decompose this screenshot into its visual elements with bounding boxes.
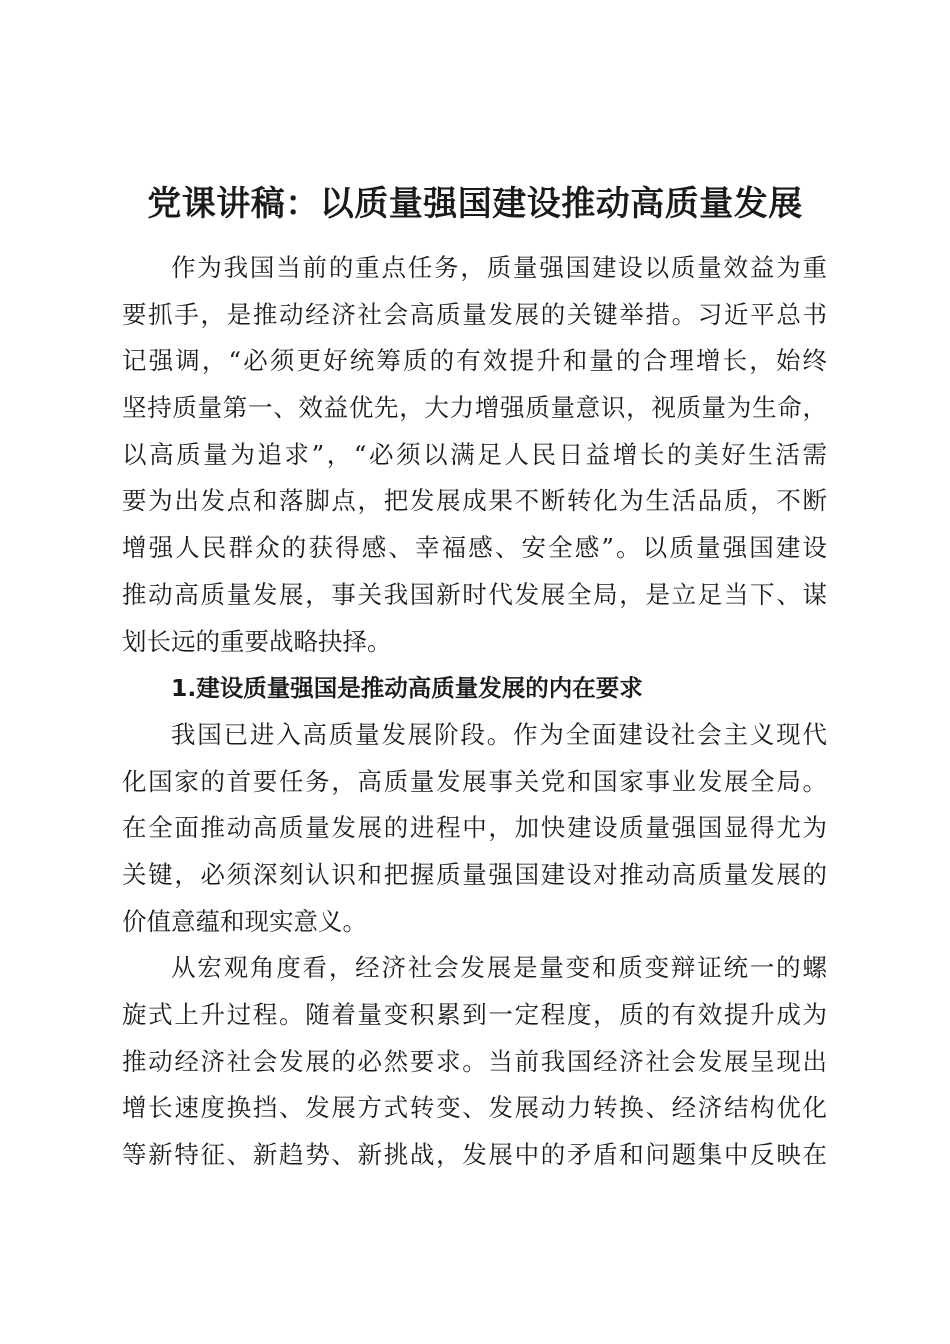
document-body (122, 245, 827, 1179)
document-title: 党课讲稿：以质量强国建设推动高质量发展 (147, 184, 803, 224)
text-line: 旋式上升过程。随着量变积累到一定程度，质的有效提升成为 (122, 1000, 827, 1029)
paragraph-intro (122, 245, 827, 665)
text-line: 增长速度换挡、发展方式转变、发展动力转换、经济结构优化 (122, 1093, 827, 1123)
section-heading: 1.建设质量强国是推动高质量发展的内在要求 (171, 674, 643, 703)
text-line: 我国已进入高质量发展阶段。作为全面建设社会主义现代 (171, 719, 827, 749)
paragraph (122, 712, 827, 945)
text-line: 增强人民群众的获得感、幸福感、安全感”。以质量强国建设 (122, 533, 827, 563)
text-line: 要抓手，是推动经济社会高质量发展的关键举措。习近平总书 (122, 299, 827, 329)
text-line: 推动经济社会发展的必然要求。当前我国经济社会发展呈现出 (122, 1046, 827, 1076)
text-line: 坚持质量第一、效益优先，大力增强质量意识，视质量为生命， (122, 393, 827, 423)
text-line: 价值意蕴和现实意义。 (122, 906, 367, 936)
text-line: 要为出发点和落脚点，把发展成果不断转化为生活品质，不断 (122, 486, 827, 516)
text-line: 关键，必须深刻认识和把握质量强国建设对推动高质量发展的 (122, 859, 827, 889)
text-line: 推动高质量发展，事关我国新时代发展全局，是立足当下、谋 (122, 579, 827, 609)
text-line: 化国家的首要任务，高质量发展事关党和国家事业发展全局。 (122, 766, 827, 796)
text-line: 以高质量为追求”，“必须以满足人民日益增长的美好生活需 (122, 439, 827, 469)
text-line: 作为我国当前的重点任务，质量强国建设以质量效益为重 (171, 253, 827, 282)
text-line: 从宏观角度看，经济社会发展是量变和质变辩证统一的螺 (171, 953, 827, 983)
text-line: 记强调，“必须更好统筹质的有效提升和量的合理增长，始终 (122, 346, 827, 376)
text-line: 划长远的重要战略抉择。 (122, 626, 392, 656)
text-line: 在全面推动高质量发展的进程中，加快建设质量强国显得尤为 (122, 813, 827, 843)
text-line: 等新特征、新趋势、新挑战，发展中的矛盾和问题集中反映在 (122, 1140, 827, 1170)
paragraph (122, 945, 827, 1178)
